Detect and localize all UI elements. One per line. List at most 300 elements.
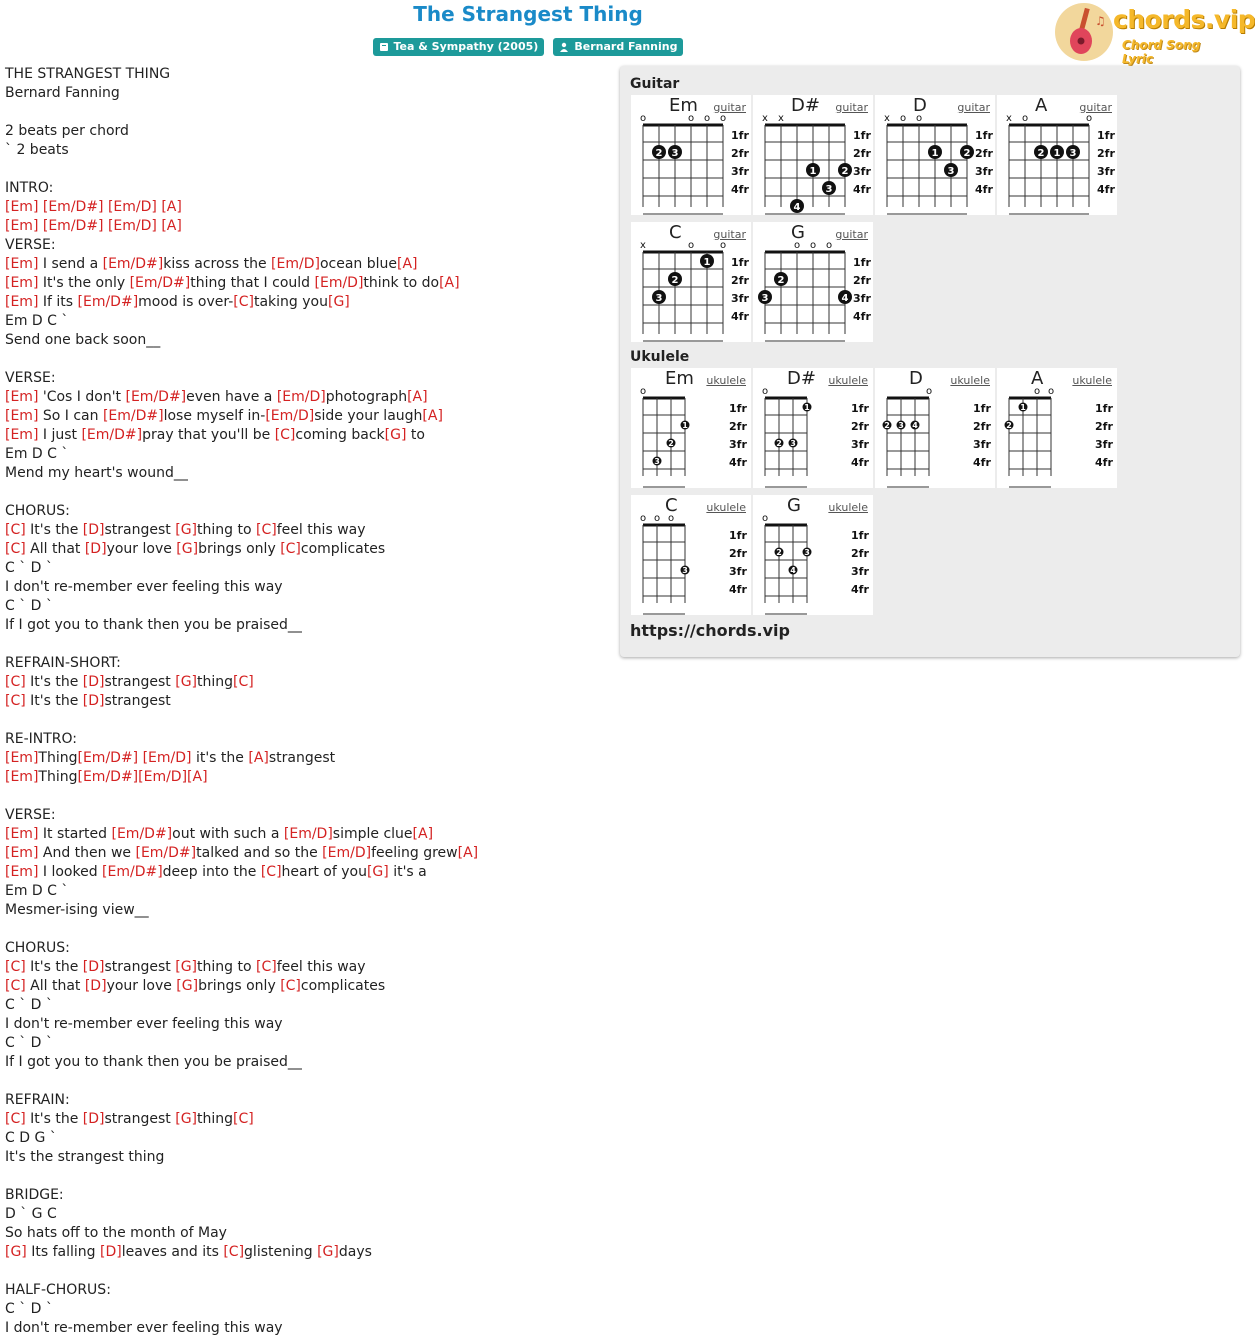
lyric-text: VERSE: <box>5 807 56 823</box>
chord-label[interactable]: [C] <box>280 978 301 994</box>
lyric-line <box>5 1224 615 1243</box>
svg-text:2: 2 <box>655 148 663 159</box>
open-string-marker: o <box>825 240 833 251</box>
instrument-link[interactable]: guitar <box>713 228 746 241</box>
chord-label[interactable]: [Em] <box>5 826 39 842</box>
lyric-line <box>5 1053 615 1072</box>
chord-label[interactable]: [G] <box>175 959 198 975</box>
chord-label[interactable]: [Em/D] <box>142 750 192 766</box>
finger-dot <box>960 145 974 159</box>
lyric-text: Send one back soon__ <box>5 332 161 348</box>
lyric-text: complicates <box>300 978 386 994</box>
lyric-text: I send a <box>38 256 103 272</box>
fret-label: 4fr <box>1097 183 1115 196</box>
lyric-text: C ` D ` <box>5 1035 53 1051</box>
chord-label[interactable]: [D] <box>82 693 105 709</box>
chord-label[interactable]: [D] <box>84 978 107 994</box>
fret-label: 3fr <box>729 565 747 578</box>
lyric-text: INTRO: <box>5 180 54 196</box>
chord-label[interactable]: [Em/D#] <box>77 294 139 310</box>
chord-label[interactable]: [G] <box>175 1111 198 1127</box>
lyric-text: strangest <box>104 693 171 709</box>
lyric-text: I don't re-member ever feeling this way <box>5 1016 283 1032</box>
fret-label: 1fr <box>975 129 993 142</box>
instrument-link[interactable]: ukulele <box>1072 374 1112 387</box>
lyric-text: heart of you <box>281 864 367 880</box>
fretboard <box>875 95 995 215</box>
ukulele-chord-diagram[interactable] <box>875 368 995 488</box>
guitar-chord-diagram[interactable] <box>631 222 751 342</box>
album-label: Tea & Sympathy (2005) <box>393 40 539 53</box>
svg-text:1: 1 <box>682 421 688 430</box>
fret-label: 4fr <box>729 456 747 469</box>
lyric-line <box>5 654 615 673</box>
chord-label[interactable]: [Em/D#] <box>102 408 164 424</box>
finger-dot <box>775 548 784 558</box>
lyric-text: Thing <box>38 769 78 785</box>
lyric-text: I just <box>38 427 82 443</box>
chord-label[interactable]: [A] <box>187 769 208 785</box>
chord-label[interactable]: [Em] <box>5 389 39 405</box>
lyric-text: All that <box>25 541 85 557</box>
chord-label[interactable]: [A] <box>248 750 269 766</box>
fret-label: 4fr <box>731 183 749 196</box>
fret-label: 1fr <box>853 129 871 142</box>
fret-label: 3fr <box>731 165 749 178</box>
svg-text:1: 1 <box>1020 403 1026 412</box>
guitar-chord-diagram[interactable] <box>997 95 1117 215</box>
open-string-marker: o <box>793 240 801 251</box>
fret-label: 1fr <box>729 529 747 542</box>
open-string-marker: o <box>915 113 923 124</box>
lyric-line <box>5 863 615 882</box>
lyric-line <box>5 749 615 768</box>
lyric-line <box>5 198 615 217</box>
site-url[interactable]: https://chords.vip <box>630 621 790 640</box>
chord-label[interactable]: [C] <box>256 959 277 975</box>
lyric-text: C ` D ` <box>5 560 53 576</box>
chord-label[interactable]: [C] <box>223 1244 245 1260</box>
lyric-text: feel this way <box>276 959 366 975</box>
lyric-line <box>5 692 615 711</box>
lyric-line <box>5 483 615 502</box>
fret-label: 1fr <box>851 529 869 542</box>
finger-dot <box>758 290 772 304</box>
lyric-line <box>5 1015 615 1034</box>
lyric-text: Em D C ` <box>5 446 69 462</box>
chord-label[interactable]: [G] <box>317 1244 339 1260</box>
ukulele-chord-diagram[interactable] <box>753 495 873 615</box>
chord-label[interactable]: [Em/D] <box>107 218 157 234</box>
song-title: The Strangest Thing <box>413 2 643 26</box>
lyric-text: strangest <box>268 750 336 766</box>
chord-label[interactable]: [Em/D] <box>276 389 326 405</box>
lyric-line <box>5 65 615 84</box>
person-icon <box>559 42 569 52</box>
chord-label[interactable]: [C] <box>5 522 26 538</box>
lyric-text: CHORUS: <box>5 503 70 519</box>
open-string-marker: o <box>1047 386 1055 397</box>
lyric-line <box>5 369 615 388</box>
chord-label[interactable]: [C] <box>274 427 296 443</box>
chord-label[interactable]: [G] <box>176 541 199 557</box>
chord-label[interactable]: [Em] <box>5 256 39 272</box>
lyric-text: strangest <box>104 674 176 690</box>
lyric-text: It started <box>38 826 112 842</box>
open-string-marker: o <box>687 240 695 251</box>
svg-text:1: 1 <box>804 403 810 412</box>
instrument-link[interactable]: ukulele <box>706 501 746 514</box>
lyric-text: talked and so the <box>196 845 323 861</box>
ukulele-chord-diagram[interactable] <box>631 495 751 615</box>
lyric-text: photograph <box>325 389 408 405</box>
lyric-text: I looked <box>38 864 103 880</box>
chord-label[interactable]: [A] <box>412 826 434 842</box>
svg-text:3: 3 <box>671 148 679 159</box>
lyric-line <box>5 1129 615 1148</box>
chord-label[interactable]: [A] <box>439 275 460 291</box>
finger-dot <box>1034 145 1048 159</box>
lyric-text: coming back <box>295 427 385 443</box>
open-string-marker: o <box>639 113 647 124</box>
lyric-line <box>5 597 615 616</box>
chord-label[interactable]: [Em] <box>5 769 39 785</box>
chord-label[interactable]: [C] <box>233 1111 254 1127</box>
chord-label[interactable]: [G] <box>176 978 199 994</box>
chord-label[interactable]: [Em/D#] <box>102 256 164 272</box>
guitar-chord-diagram[interactable] <box>753 95 873 215</box>
lyric-text: deep into the <box>162 864 261 880</box>
chord-label[interactable]: [Em/D] <box>271 256 320 272</box>
chord-name: A <box>1031 368 1044 389</box>
artist-badge[interactable] <box>553 38 683 56</box>
lyric-text: your love <box>106 978 177 994</box>
fretboard <box>753 95 873 215</box>
open-string-marker: o <box>719 240 727 251</box>
chord-label[interactable]: [Em/D] <box>138 769 188 785</box>
lyric-line <box>5 730 615 749</box>
chord-label[interactable]: [C] <box>5 693 26 709</box>
fretboard <box>631 222 751 342</box>
lyric-line <box>5 996 615 1015</box>
lyric-text: I don't re-member ever feeling this way <box>5 1320 283 1336</box>
chord-label[interactable]: [A] <box>161 199 182 215</box>
lyric-text: It's the <box>25 693 83 709</box>
chord-name: C <box>669 222 682 243</box>
lyric-line <box>5 1281 615 1300</box>
fret-label: 1fr <box>729 402 747 415</box>
fret-label: 1fr <box>851 402 869 415</box>
instrument-link[interactable]: guitar <box>835 228 868 241</box>
finger-dot <box>1005 421 1014 431</box>
chord-label[interactable]: [C] <box>5 978 26 994</box>
lyric-line <box>5 1205 615 1224</box>
chord-label[interactable]: [Em/D#] <box>42 218 104 234</box>
svg-text:2: 2 <box>1006 421 1012 430</box>
svg-text:3: 3 <box>825 184 833 195</box>
instrument-link[interactable]: ukulele <box>828 501 868 514</box>
instrument-link[interactable]: guitar <box>713 101 746 114</box>
lyric-text: lose myself in- <box>163 408 266 424</box>
lyric-text: REFRAIN: <box>5 1092 70 1108</box>
book-icon <box>379 42 389 52</box>
finger-dot <box>681 566 690 576</box>
lyric-line <box>5 445 615 464</box>
lyric-line <box>5 1072 615 1091</box>
svg-text:3: 3 <box>654 457 660 466</box>
svg-text:2: 2 <box>963 148 971 159</box>
fret-label: 2fr <box>731 147 749 160</box>
chord-label[interactable]: [Em/D#] <box>42 199 104 215</box>
chord-label[interactable]: [Em/D#] <box>81 427 143 443</box>
lyric-text: It's the strangest thing <box>5 1149 165 1165</box>
chord-label[interactable]: [A] <box>457 845 479 861</box>
chord-label[interactable]: [G] <box>327 294 350 310</box>
fret-label: 2fr <box>729 420 747 433</box>
chord-label[interactable]: [Em] <box>5 845 39 861</box>
fret-label: 4fr <box>975 183 993 196</box>
open-string-marker: o <box>703 113 711 124</box>
lyric-line <box>5 1110 615 1129</box>
lyric-text: thing that I could <box>190 275 315 291</box>
open-string-marker: o <box>639 513 647 524</box>
lyric-text: C ` D ` <box>5 997 53 1013</box>
finger-dot <box>944 163 958 177</box>
lyric-text: taking you <box>253 294 328 310</box>
instrument-link[interactable]: ukulele <box>828 374 868 387</box>
fret-label: 1fr <box>1095 402 1113 415</box>
finger-dot <box>897 421 906 431</box>
lyric-line <box>5 616 615 635</box>
fret-label: 2fr <box>973 420 991 433</box>
lyric-line <box>5 274 615 293</box>
ukulele-chord-diagram[interactable] <box>631 368 751 488</box>
chord-label[interactable]: [D] <box>82 1111 105 1127</box>
fret-label: 2fr <box>853 274 871 287</box>
lyric-text: It's the only <box>38 275 130 291</box>
finger-dot <box>668 272 682 286</box>
chord-label[interactable]: [C] <box>5 674 26 690</box>
lyric-text: 2 beats per chord <box>5 123 129 139</box>
lyric-text: REFRAIN-SHORT: <box>5 655 121 671</box>
svg-text:4: 4 <box>841 293 849 304</box>
chord-label[interactable]: [Em] <box>5 750 39 766</box>
muted-string-marker: x <box>640 240 646 251</box>
fret-label: 4fr <box>731 310 749 323</box>
fret-label: 4fr <box>1095 456 1113 469</box>
muted-string-marker: x <box>1006 113 1012 124</box>
finger-dot <box>774 272 788 286</box>
chord-label[interactable]: [Em/D#] <box>129 275 191 291</box>
lyric-line <box>5 578 615 597</box>
chord-label[interactable]: [Em/D#] <box>125 389 187 405</box>
chord-label[interactable]: [A] <box>422 408 443 424</box>
chord-label[interactable]: [Em] <box>5 199 39 215</box>
chord-label[interactable]: [Em/D] <box>107 199 157 215</box>
open-string-marker: o <box>687 113 695 124</box>
lyric-text: If its <box>38 294 78 310</box>
guitar-chord-diagram[interactable] <box>875 95 995 215</box>
lyric-line <box>5 1167 615 1186</box>
guitar-heading: Guitar <box>630 76 680 92</box>
finger-dot <box>667 439 676 449</box>
chord-panel <box>620 66 1240 657</box>
fretboard <box>631 95 751 215</box>
fret-label: 2fr <box>1097 147 1115 160</box>
instrument-link[interactable]: guitar <box>957 101 990 114</box>
instrument-link[interactable]: guitar <box>1079 101 1112 114</box>
chord-label[interactable]: [Em/D#] <box>102 864 163 880</box>
chord-label[interactable]: [C] <box>280 541 301 557</box>
chord-label[interactable]: [C] <box>233 674 254 690</box>
album-badge[interactable] <box>373 38 545 56</box>
ukulele-chord-diagram[interactable] <box>997 368 1117 488</box>
svg-text:3: 3 <box>898 421 904 430</box>
lyric-text: side your laugh <box>314 408 423 424</box>
chord-label[interactable]: [D] <box>82 674 105 690</box>
chord-label[interactable]: [Em/D#] <box>135 845 197 861</box>
svg-text:3: 3 <box>804 548 810 557</box>
lyric-text: HALF-CHORUS: <box>5 1282 111 1298</box>
lyric-line <box>5 540 615 559</box>
chord-label[interactable]: [C] <box>5 1111 26 1127</box>
lyric-text: Bernard Fanning <box>5 85 120 101</box>
lyric-line <box>5 844 615 863</box>
lyric-text: it's a <box>388 864 427 880</box>
chord-label[interactable]: [A] <box>161 218 182 234</box>
lyric-text: it's the <box>191 750 249 766</box>
chord-label[interactable]: [G] <box>175 674 198 690</box>
chord-label[interactable]: [C] <box>233 294 254 310</box>
lyric-text: Mend my heart's wound__ <box>5 465 188 481</box>
chord-label[interactable]: [Em] <box>5 427 39 443</box>
fret-label: 3fr <box>975 165 993 178</box>
lyric-text: Its falling <box>26 1244 100 1260</box>
chord-label[interactable]: [Em/D#] <box>77 769 139 785</box>
fret-label: 3fr <box>973 438 991 451</box>
lyric-text: ocean blue <box>319 256 397 272</box>
chord-label[interactable]: [G] <box>384 427 407 443</box>
chord-label[interactable]: [G] <box>366 864 389 880</box>
lyric-line <box>5 1034 615 1053</box>
lyric-text: strangest <box>104 959 176 975</box>
lyric-text: strangest <box>104 522 176 538</box>
instrument-link[interactable]: ukulele <box>950 374 990 387</box>
lyric-line <box>5 331 615 350</box>
chord-name: A <box>1035 95 1048 116</box>
chord-label[interactable]: [Em] <box>5 864 39 880</box>
finger-dot <box>838 163 852 177</box>
chord-label[interactable]: [Em/D] <box>265 408 315 424</box>
lyric-line <box>5 1243 615 1262</box>
lyric-line <box>5 673 615 692</box>
finger-dot <box>1050 145 1064 159</box>
svg-text:1: 1 <box>809 166 817 177</box>
muted-string-marker: x <box>884 113 890 124</box>
fretboard <box>631 495 751 615</box>
chord-label[interactable]: [Em] <box>5 218 39 234</box>
chord-label[interactable]: [D] <box>82 959 105 975</box>
ukulele-chord-diagram[interactable] <box>753 368 873 488</box>
svg-text:2: 2 <box>1037 148 1045 159</box>
chord-label[interactable]: [D] <box>84 541 107 557</box>
lyric-text: out with such a <box>172 826 284 842</box>
fretboard <box>997 95 1117 215</box>
lyric-line <box>5 768 615 787</box>
svg-text:3: 3 <box>790 439 796 448</box>
chord-label[interactable]: [C] <box>5 541 26 557</box>
finger-dot <box>668 145 682 159</box>
lyric-text: mood is over- <box>138 294 234 310</box>
lyric-line <box>5 236 615 255</box>
lyric-text: If I got you to thank then you be praised__ <box>5 617 302 633</box>
chord-label[interactable]: [Em] <box>5 408 39 424</box>
chord-label[interactable]: [Em] <box>5 294 39 310</box>
svg-text:1: 1 <box>931 148 939 159</box>
open-string-marker: o <box>639 386 647 397</box>
lyric-line <box>5 806 615 825</box>
finger-dot <box>652 145 666 159</box>
fretboard <box>753 495 873 615</box>
chord-label[interactable]: [A] <box>397 256 418 272</box>
lyric-text: your love <box>106 541 177 557</box>
lyric-text: I don't re-member ever feeling this way <box>5 579 283 595</box>
chord-label[interactable]: [G] <box>175 522 198 538</box>
chord-label[interactable]: [Em/D] <box>314 275 364 291</box>
finger-dot <box>822 181 836 195</box>
site-logo[interactable] <box>1055 3 1255 66</box>
chord-label[interactable]: [Em/D#] <box>77 750 139 766</box>
chord-label[interactable]: [A] <box>407 389 428 405</box>
instrument-link[interactable]: ukulele <box>706 374 746 387</box>
lyric-line <box>5 1300 615 1319</box>
lyric-text: Mesmer-ising view__ <box>5 902 149 918</box>
lyric-line <box>5 217 615 236</box>
guitar-chord-diagram[interactable] <box>631 95 751 215</box>
lyric-line <box>5 1148 615 1167</box>
chord-label[interactable]: [C] <box>5 959 26 975</box>
chord-label[interactable]: [D] <box>82 522 105 538</box>
chord-label[interactable]: [Em/D] <box>322 845 372 861</box>
finger-dot <box>883 421 892 431</box>
lyric-line <box>5 521 615 540</box>
chord-label[interactable]: [Em] <box>5 275 39 291</box>
fret-label: 4fr <box>851 583 869 596</box>
finger-dot <box>806 163 820 177</box>
chord-label[interactable]: [C] <box>256 522 277 538</box>
chord-label[interactable]: [D] <box>99 1244 122 1260</box>
svg-text:3: 3 <box>655 293 663 304</box>
lyric-text: simple clue <box>332 826 413 842</box>
fret-label: 3fr <box>853 292 871 305</box>
chord-label[interactable]: [C] <box>260 864 282 880</box>
lyric-line <box>5 502 615 521</box>
guitar-chord-diagram[interactable] <box>753 222 873 342</box>
lyric-text: brings only <box>198 541 281 557</box>
instrument-link[interactable]: guitar <box>835 101 868 114</box>
chord-label[interactable]: [Em/D] <box>283 826 333 842</box>
chord-label[interactable]: [G] <box>5 1244 27 1260</box>
fret-label: 3fr <box>731 292 749 305</box>
fret-label: 3fr <box>1097 165 1115 178</box>
chord-label[interactable]: [Em/D#] <box>111 826 173 842</box>
open-string-marker: o <box>809 240 817 251</box>
fret-label: 2fr <box>851 420 869 433</box>
fret-label: 3fr <box>1095 438 1113 451</box>
svg-text:2: 2 <box>884 421 890 430</box>
lyric-text: feel this way <box>276 522 366 538</box>
lyric-line <box>5 1091 615 1110</box>
